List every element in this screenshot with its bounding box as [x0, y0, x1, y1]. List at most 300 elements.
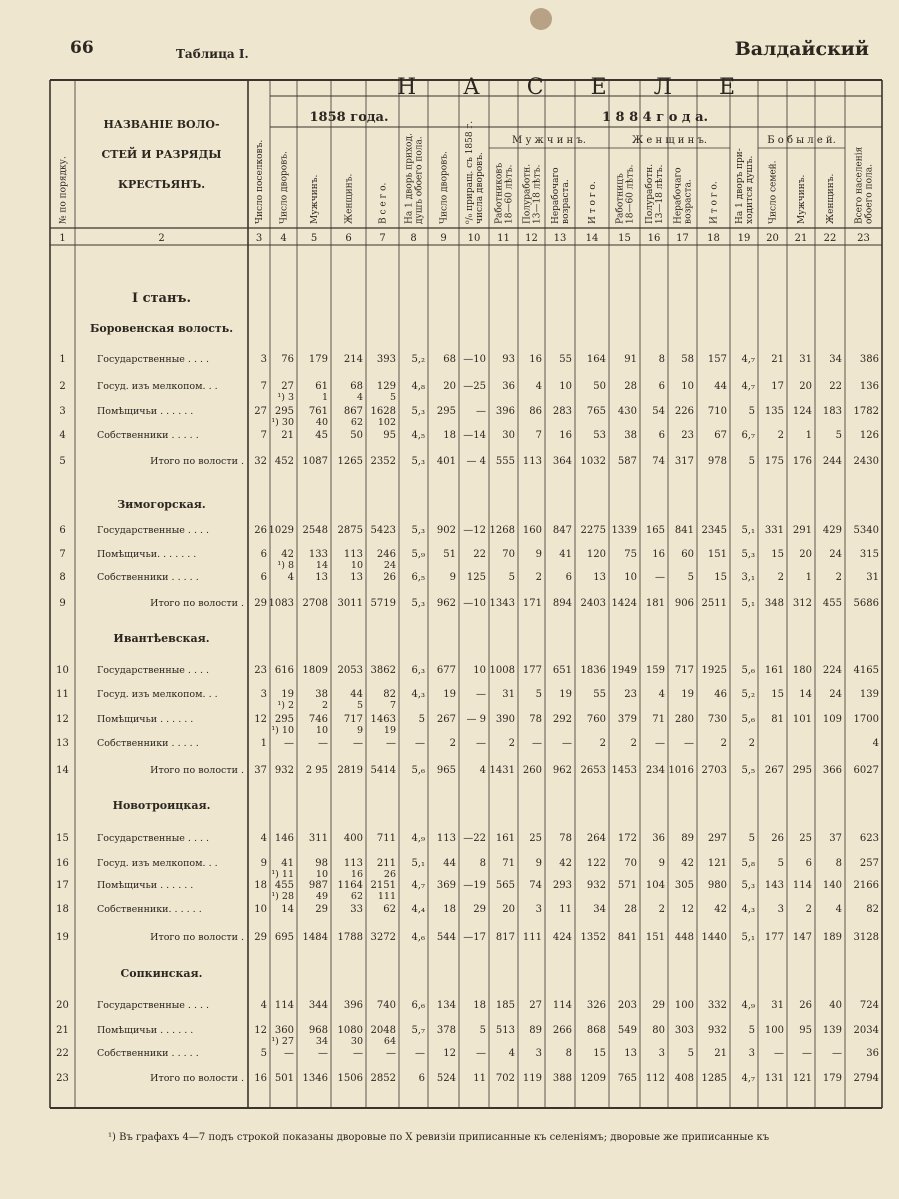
- column-number: 12: [525, 233, 538, 244]
- data-cell: 78: [529, 714, 542, 725]
- data-cell: —: [318, 1048, 328, 1059]
- column-header: Число семей.: [768, 160, 779, 224]
- column-number: 4: [280, 233, 287, 244]
- data-cell: 171: [522, 598, 542, 609]
- data-cell: 22: [473, 549, 486, 560]
- data-cell: 369: [436, 880, 456, 891]
- subline-cell: 2: [321, 700, 328, 711]
- data-cell: 125: [466, 572, 486, 583]
- row-label: Помѣщичьи. . . . . . .: [97, 549, 197, 560]
- data-cell: 544: [436, 932, 456, 943]
- data-cell: 2511: [701, 598, 727, 609]
- data-cell: 12: [254, 1025, 267, 1036]
- data-cell: 2708: [302, 598, 328, 609]
- data-cell: 27: [254, 406, 267, 417]
- data-cell: 6: [565, 572, 572, 583]
- data-cell: 5: [777, 858, 784, 869]
- data-cell: 2: [835, 572, 842, 583]
- data-cell: 5,₁: [741, 525, 755, 536]
- data-cell: 565: [495, 880, 515, 891]
- data-cell: 18: [473, 1000, 486, 1011]
- row-label: Помѣщичьи . . . . . .: [97, 1025, 194, 1036]
- data-cell: 2352: [370, 456, 396, 467]
- row-number: 3: [59, 406, 66, 417]
- data-cell: 7: [535, 430, 542, 441]
- data-cell: 29: [254, 932, 267, 943]
- subline-cell: 40: [315, 417, 328, 428]
- data-cell: 841: [617, 932, 637, 943]
- subline-cell: 19: [383, 725, 396, 736]
- data-cell: 111: [522, 932, 542, 943]
- data-cell: 38: [315, 689, 328, 700]
- row-number: 15: [56, 833, 69, 844]
- column-header: ходится душъ.: [745, 155, 755, 224]
- data-cell: 31: [799, 354, 812, 365]
- data-cell: 126: [859, 430, 879, 441]
- data-cell: 5: [260, 1048, 267, 1059]
- data-cell: 524: [436, 1073, 456, 1084]
- column-number: 2: [158, 233, 165, 244]
- data-cell: 121: [707, 858, 727, 869]
- row-number: 13: [56, 738, 69, 749]
- data-cell: 5: [687, 572, 694, 583]
- data-cell: 283: [552, 406, 572, 417]
- data-cell: 12: [443, 1048, 456, 1059]
- data-cell: 151: [707, 549, 727, 560]
- data-cell: 326: [586, 1000, 606, 1011]
- column-header: Нерабочаго: [551, 167, 561, 224]
- row-label: Госуд. изъ мелкопом. . .: [97, 858, 218, 869]
- data-cell: 121: [792, 1073, 812, 1084]
- data-cell: 6: [658, 381, 665, 392]
- data-cell: —: [353, 1048, 363, 1059]
- column-number: 1: [59, 233, 66, 244]
- men-group-label: М у ж ч и н ъ.: [512, 135, 586, 146]
- column-header: Полуработн.: [645, 163, 655, 224]
- column-number: 19: [737, 233, 751, 244]
- data-cell: 18: [443, 430, 456, 441]
- data-cell: 4,₉: [411, 833, 425, 844]
- data-cell: 81: [771, 714, 784, 725]
- data-cell: 27: [529, 1000, 542, 1011]
- data-cell: 4: [535, 381, 542, 392]
- data-cell: 841: [674, 525, 694, 536]
- data-cell: 1: [805, 430, 812, 441]
- row-label: Госуд. изъ мелкопом. . .: [97, 381, 218, 392]
- data-cell: 23: [624, 689, 637, 700]
- data-cell: 74: [529, 880, 542, 891]
- row-number: 6: [59, 525, 66, 536]
- column-header: № по порядку.: [58, 156, 69, 224]
- row-number: 10: [56, 665, 69, 676]
- data-cell: 175: [764, 456, 784, 467]
- data-cell: 311: [308, 833, 328, 844]
- data-cell: 76: [281, 354, 294, 365]
- subline-cell: 7: [389, 700, 396, 711]
- data-cell: 55: [559, 354, 572, 365]
- data-cell: 1352: [580, 932, 606, 943]
- district-title: Валдайский: [734, 38, 869, 60]
- data-cell: 5,₉: [411, 549, 425, 560]
- row-label: Помѣщичьи . . . . . .: [97, 714, 194, 725]
- data-cell: 5,₁: [741, 932, 755, 943]
- column-number: 5: [310, 233, 318, 244]
- data-cell: 139: [822, 1025, 842, 1036]
- data-cell: —: [476, 689, 486, 700]
- row-number: 20: [56, 1000, 69, 1011]
- row-label: Собственники. . . . . .: [97, 904, 202, 915]
- data-cell: 211: [376, 858, 396, 869]
- row-number: 11: [56, 689, 69, 700]
- data-cell: —17: [463, 932, 486, 943]
- data-cell: 1949: [611, 665, 637, 676]
- subline-cell: 26: [383, 869, 396, 880]
- data-cell: 58: [681, 354, 694, 365]
- column-header: 13—18 лѣтъ.: [655, 164, 665, 224]
- data-cell: 765: [586, 406, 606, 417]
- column-number: 15: [618, 233, 631, 244]
- data-cell: 15: [714, 572, 727, 583]
- data-cell: 70: [624, 858, 637, 869]
- data-cell: 9: [260, 858, 267, 869]
- data-cell: 4: [260, 833, 267, 844]
- column-number: 9: [440, 233, 447, 244]
- data-cell: 34: [593, 904, 606, 915]
- data-cell: 113: [436, 833, 456, 844]
- subline-cell: 10: [315, 725, 328, 736]
- data-cell: 6: [805, 858, 812, 869]
- data-cell: 6: [418, 1073, 425, 1084]
- data-cell: 74: [652, 456, 665, 467]
- data-cell: 75: [624, 549, 637, 560]
- row-label: Итого по волости .: [150, 1073, 244, 1084]
- data-cell: 234: [645, 765, 665, 776]
- data-cell: 4,₃: [741, 904, 755, 915]
- data-cell: 165: [645, 525, 665, 536]
- data-cell: 5: [748, 1025, 755, 1036]
- data-cell: 95: [383, 430, 396, 441]
- data-cell: 5: [835, 430, 842, 441]
- data-cell: 702: [495, 1073, 515, 1084]
- subline-cell: 102: [377, 417, 396, 428]
- data-cell: 710: [707, 406, 727, 417]
- data-cell: 45: [315, 430, 328, 441]
- data-cell: 134: [436, 1000, 456, 1011]
- row-number: 14: [56, 765, 69, 776]
- data-cell: 50: [350, 430, 363, 441]
- data-cell: 3,₁: [741, 572, 755, 583]
- column-header: И т о г о.: [709, 181, 720, 224]
- row-label: Государственные . . . .: [97, 354, 210, 365]
- column-header: Женщинъ.: [344, 173, 355, 224]
- data-cell: 8: [835, 858, 842, 869]
- data-cell: 1008: [489, 665, 515, 676]
- data-cell: 386: [859, 354, 879, 365]
- data-cell: 1164: [337, 880, 363, 891]
- data-cell: 5719: [370, 598, 396, 609]
- column-header: Мужчинъ.: [797, 174, 807, 224]
- data-cell: —: [832, 1048, 842, 1059]
- column-header: На 1 дворъ при-: [735, 148, 745, 224]
- row-label: Помѣщичьи . . . . . .: [97, 406, 194, 417]
- data-cell: 29: [254, 598, 267, 609]
- data-cell: 15: [771, 549, 784, 560]
- data-cell: 5686: [853, 598, 879, 609]
- subline-cell: 1: [321, 392, 328, 403]
- data-cell: —: [476, 738, 486, 749]
- data-cell: 1029: [268, 525, 294, 536]
- volost-title: Ивантѣевская.: [113, 632, 210, 645]
- data-cell: 3: [748, 1048, 755, 1059]
- row-number: 18: [56, 904, 69, 915]
- data-cell: 5423: [370, 525, 396, 536]
- data-cell: 113: [343, 549, 363, 560]
- data-cell: —: [284, 1048, 294, 1059]
- data-cell: 965: [436, 765, 456, 776]
- data-cell: 424: [552, 932, 572, 943]
- data-cell: 295: [792, 765, 812, 776]
- column-number: 8: [410, 233, 417, 244]
- data-cell: 317: [674, 456, 694, 467]
- data-cell: 10: [254, 904, 267, 915]
- data-cell: 1: [260, 738, 267, 749]
- data-cell: 2 95: [305, 765, 328, 776]
- row-label: Госуд. изъ мелкопом. . .: [97, 689, 218, 700]
- data-cell: 4: [658, 689, 665, 700]
- data-cell: 13: [624, 1048, 637, 1059]
- column-header: возраста.: [683, 179, 694, 224]
- column-number: 6: [345, 233, 352, 244]
- table-label: Таблица I.: [176, 47, 249, 61]
- data-cell: 5,₂: [411, 354, 425, 365]
- data-cell: — 9: [466, 714, 486, 725]
- data-cell: 19: [681, 689, 694, 700]
- data-cell: 4,₆: [411, 932, 425, 943]
- column-header: Мужчинъ.: [310, 174, 320, 224]
- column-header: Нерабочаго: [673, 167, 684, 224]
- data-cell: 5: [418, 714, 425, 725]
- data-cell: —: [386, 738, 396, 749]
- data-cell: 2875: [337, 525, 363, 536]
- data-cell: 293: [552, 880, 572, 891]
- column-header: Женщинъ.: [826, 173, 836, 224]
- data-cell: 226: [674, 406, 694, 417]
- data-cell: 266: [552, 1025, 572, 1036]
- data-cell: 2852: [370, 1073, 396, 1084]
- data-cell: 157: [707, 354, 727, 365]
- data-cell: 5,₈: [741, 858, 755, 869]
- data-cell: 3862: [370, 665, 396, 676]
- data-cell: 1032: [580, 456, 606, 467]
- data-cell: 379: [617, 714, 637, 725]
- data-cell: —: [655, 572, 665, 583]
- column-header: Работниковъ: [494, 162, 505, 224]
- data-cell: 13: [593, 572, 606, 583]
- data-cell: 2: [630, 738, 637, 749]
- data-cell: 5: [479, 1025, 486, 1036]
- data-cell: 430: [617, 406, 637, 417]
- data-cell: 5414: [370, 765, 396, 776]
- data-cell: 14: [799, 689, 812, 700]
- data-cell: 1346: [302, 1073, 328, 1084]
- data-cell: 26: [771, 833, 784, 844]
- row-number: 8: [59, 572, 66, 583]
- data-cell: 3011: [337, 598, 363, 609]
- row-number: 12: [56, 714, 69, 725]
- data-cell: 932: [274, 765, 294, 776]
- subline-cell: 5: [389, 392, 396, 403]
- data-cell: 6,₆: [411, 1000, 425, 1011]
- data-cell: 711: [376, 833, 396, 844]
- data-cell: 214: [343, 354, 363, 365]
- data-cell: 203: [617, 1000, 637, 1011]
- data-cell: 100: [764, 1025, 784, 1036]
- data-cell: 136: [859, 381, 879, 392]
- subline-cell: ¹) 30: [271, 417, 294, 428]
- data-cell: 135: [764, 406, 784, 417]
- data-cell: 2: [658, 904, 665, 915]
- data-cell: 366: [822, 765, 842, 776]
- row-label: Собственники . . . . .: [97, 738, 199, 749]
- subline-cell: 4: [356, 392, 363, 403]
- data-cell: 3128: [853, 932, 879, 943]
- data-cell: 100: [674, 1000, 694, 1011]
- data-cell: 968: [308, 1025, 328, 1036]
- data-cell: 181: [645, 598, 665, 609]
- data-cell: 70: [502, 549, 515, 560]
- column-header: На 1 дворь приход.: [404, 133, 415, 224]
- data-cell: 101: [792, 714, 812, 725]
- data-cell: 894: [552, 598, 572, 609]
- data-cell: 5: [748, 833, 755, 844]
- data-cell: 13: [315, 572, 328, 583]
- data-cell: 93: [502, 354, 515, 365]
- data-cell: 31: [502, 689, 515, 700]
- data-cell: 677: [436, 665, 456, 676]
- data-cell: 305: [674, 880, 694, 891]
- data-cell: 122: [586, 858, 606, 869]
- data-cell: 140: [822, 880, 842, 891]
- data-cell: 5,₃: [741, 880, 755, 891]
- subline-cell: 111: [377, 891, 396, 902]
- column-header: возраста.: [561, 179, 571, 224]
- data-cell: 1: [805, 572, 812, 583]
- data-cell: 5340: [853, 525, 879, 536]
- data-cell: 291: [792, 525, 812, 536]
- data-cell: 16: [652, 549, 665, 560]
- row-number: 22: [56, 1048, 69, 1059]
- data-cell: 7: [260, 381, 267, 392]
- data-cell: 129: [376, 381, 396, 392]
- data-cell: —14: [463, 430, 486, 441]
- subline-cell: 24: [383, 560, 396, 571]
- column-header: Полуработн.: [522, 163, 533, 224]
- data-cell: 6: [658, 430, 665, 441]
- data-cell: 36: [866, 1048, 879, 1059]
- column-header: Число дворовъ.: [439, 151, 450, 224]
- data-cell: 2403: [580, 598, 606, 609]
- data-cell: 448: [674, 932, 694, 943]
- data-cell: 1016: [668, 765, 694, 776]
- row-number: 19: [56, 932, 69, 943]
- data-cell: 264: [586, 833, 606, 844]
- region-column-title: КРЕСТЬЯНЪ.: [117, 178, 206, 191]
- data-cell: 587: [617, 456, 637, 467]
- data-cell: 161: [764, 665, 784, 676]
- data-cell: 1453: [611, 765, 637, 776]
- data-cell: 765: [617, 1073, 637, 1084]
- data-cell: 348: [764, 598, 784, 609]
- data-cell: 393: [376, 354, 396, 365]
- data-cell: 133: [308, 549, 328, 560]
- subline-cell: ¹) 3: [277, 392, 294, 403]
- data-cell: 717: [343, 714, 363, 725]
- data-cell: 11: [559, 904, 572, 915]
- year-1884-label: 1 8 8 4 г о д а.: [601, 110, 709, 125]
- data-cell: 28: [624, 904, 637, 915]
- data-cell: —12: [463, 525, 486, 536]
- data-cell: — 4: [466, 456, 486, 467]
- data-cell: 42: [681, 858, 694, 869]
- subline-cell: 62: [350, 417, 363, 428]
- data-cell: 5: [508, 572, 515, 583]
- data-cell: 4,₃: [411, 689, 425, 700]
- row-label: Собственники . . . . .: [97, 572, 199, 583]
- data-cell: 9: [449, 572, 456, 583]
- column-number: 13: [553, 233, 567, 244]
- data-cell: 13: [350, 572, 363, 583]
- subline-cell: 30: [350, 1036, 363, 1047]
- data-cell: 161: [495, 833, 515, 844]
- volost-title: Зимогорская.: [117, 498, 206, 511]
- data-cell: 5: [535, 689, 542, 700]
- region-column-title: СТЕЙ И РАЗРЯДЫ: [101, 148, 222, 161]
- data-cell: 172: [617, 833, 637, 844]
- row-number: 5: [59, 456, 66, 467]
- data-cell: 401: [436, 456, 456, 467]
- subline-cell: ¹) 11: [271, 869, 294, 880]
- data-cell: 902: [436, 525, 456, 536]
- data-cell: 1836: [580, 665, 606, 676]
- data-cell: 147: [792, 932, 812, 943]
- data-cell: 160: [522, 525, 542, 536]
- data-cell: 114: [792, 880, 812, 891]
- data-cell: —: [415, 1048, 425, 1059]
- data-cell: 5,₃: [411, 598, 425, 609]
- data-cell: 5,₃: [411, 525, 425, 536]
- data-cell: 4: [872, 738, 879, 749]
- data-cell: 280: [674, 714, 694, 725]
- data-cell: 24: [829, 689, 842, 700]
- subline-cell: 62: [350, 891, 363, 902]
- data-cell: 1484: [302, 932, 328, 943]
- data-cell: 21: [771, 354, 784, 365]
- data-cell: 390: [495, 714, 515, 725]
- data-cell: 5,₁: [741, 598, 755, 609]
- data-cell: 53: [593, 430, 606, 441]
- subline-cell: 10: [350, 560, 363, 571]
- data-cell: 6,₅: [411, 572, 425, 583]
- data-cell: 244: [822, 456, 842, 467]
- data-cell: 3: [260, 689, 267, 700]
- volost-title: Сопкинская.: [120, 967, 203, 980]
- data-cell: 1782: [853, 406, 879, 417]
- row-label: Итого по волости .: [150, 765, 244, 776]
- data-cell: 8: [565, 1048, 572, 1059]
- row-label: Государственные . . . .: [97, 1000, 210, 1011]
- data-cell: 6027: [853, 765, 879, 776]
- subline-cell: 5: [356, 700, 363, 711]
